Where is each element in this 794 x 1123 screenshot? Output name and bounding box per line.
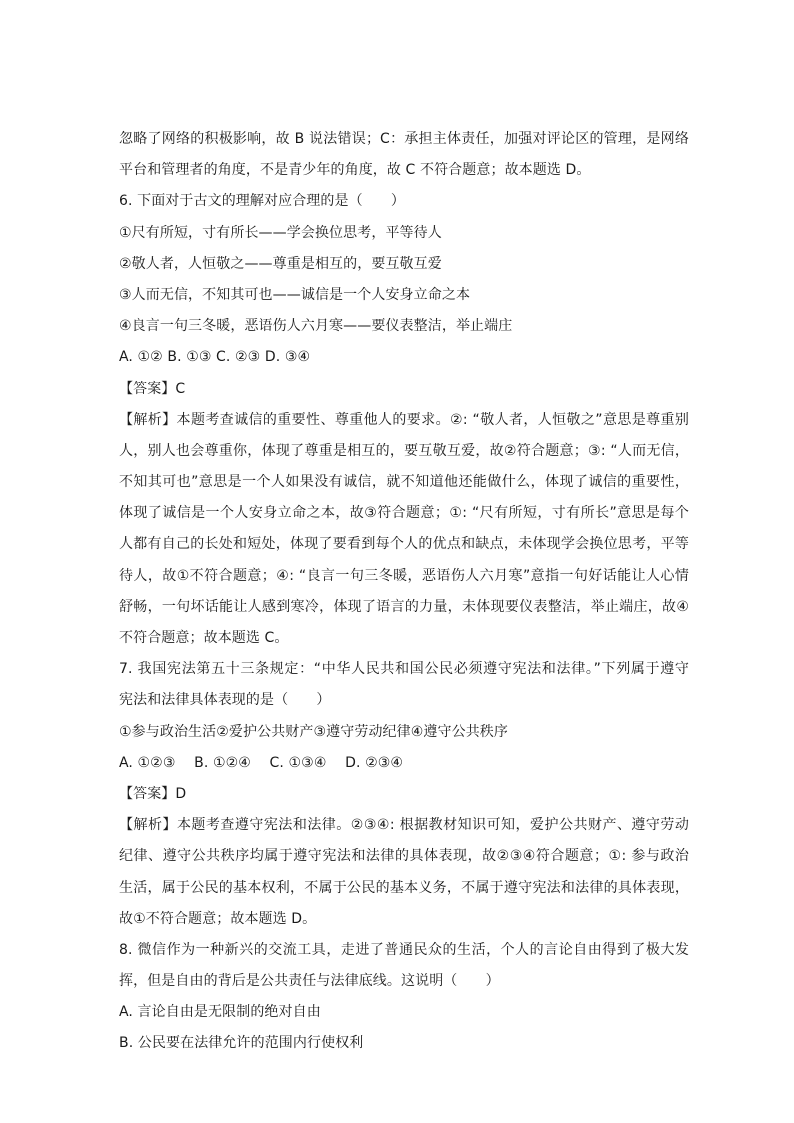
text-line: 平台和管理者的角度，不是青少年的角度，故 C 不符合题意；故本题选 D。	[119, 162, 591, 179]
question-7-analysis: 生活，属于公民的基本权利，不属于公民的基本义务，不属于遵守宪法和法律的具体表现，	[119, 879, 689, 896]
question-7-answer: 【答案】D	[119, 785, 187, 802]
question-7-analysis: 故①不符合题意；故本题选 D。	[119, 910, 317, 927]
question-6-analysis: 【解析】本题考查诚信的重要性、尊重他人的要求。②: “敬人者，人恒敬之”意思是尊重别	[119, 411, 689, 428]
question-6-analysis: 人，别人也会尊重你，体现了尊重是相互的，要互敬互爱，故②符合题意；③: “人而无信，	[119, 442, 689, 459]
question-6-item-2: ②敬人者，人恒敬之——尊重是相互的，要互敬互爱	[119, 255, 442, 272]
question-6-analysis: 体现了诚信是一个人安身立命之本，故③符合题意；①: “尺有所短，寸有所长”意思是每个	[119, 505, 689, 522]
question-7-analysis: 纪律、遵守公共秩序均属于遵守宪法和法律的具体表现，故②③④符合题意；①: 参与政治	[119, 848, 689, 865]
question-7-analysis: 【解析】本题考查遵守宪法和法律。②③④: 根据教材知识可知，爱护公共财产、遵守劳动	[119, 817, 689, 834]
question-6-item-3: ③人而无信，不知其可也——诚信是一个人安身立命之本	[119, 286, 471, 303]
question-6-analysis: 待人，故①不符合题意；④: “良言一句三冬暖，恶语伤人六月寒”意指一句好话能让人心情	[119, 567, 689, 584]
question-6-item-4: ④良言一句三冬暖，恶语伤人六月寒——要仪表整洁，举止端庄	[119, 318, 513, 335]
question-8-option-b: B. 公民要在法律允许的范围内行使权利	[119, 1035, 364, 1052]
page-content	[119, 124, 689, 1060]
question-6-item-1: ①尺有所短，寸有所长——学会换位思考，平等待人	[119, 224, 442, 241]
question-8-stem: 8. 微信作为一种新兴的交流工具，走进了普通民众的生活，个人的言论自由得到了极大发	[119, 941, 689, 958]
text-line: 忽略了网络的积极影响，故 B 说法错误；C：承担主体责任，加强对评论区的管理，是网络	[119, 131, 689, 147]
question-6-analysis: 不符合题意；故本题选 C。	[119, 630, 289, 646]
question-6-analysis: 舒畅，一句坏话能让人感到寒冷，体现了语言的力量，未体现要仪表整洁，举止端庄，故④	[119, 598, 689, 615]
question-7-stem: 宪法和法律具体表现的是（ ）	[119, 692, 331, 709]
question-7-items: ①参与政治生活②爱护公共财产③遵守劳动纪律④遵守公共秩序	[119, 723, 509, 740]
question-7-stem: 7. 我国宪法第五十三条规定：“中华人民共和国公民必须遵守宪法和法律。”下列属于遵守	[119, 661, 689, 678]
question-7-options: A. ①②③ B. ①②④ C. ①③④ D. ②③④	[119, 754, 404, 771]
question-6-analysis: 不知其可也”意思是一个人如果没有诚信，就不知道他还能做什么，体现了诚信的重要性，	[119, 474, 689, 491]
question-8-stem: 挥，但是自由的背后是公共责任与法律底线。这说明（ ）	[119, 973, 500, 990]
question-6-answer: 【答案】C	[119, 380, 186, 397]
question-8-option-a: A. 言论自由是无限制的绝对自由	[119, 1004, 321, 1021]
question-6-stem: 6. 下面对于古文的理解对应合理的是（ ）	[119, 193, 406, 210]
question-6-options: A. ①② B. ①③ C. ②③ D. ③④	[119, 349, 311, 366]
question-6-analysis: 人都有自己的长处和短处，体现了要看到每个人的优点和缺点，未体现学会换位思考，平等	[119, 536, 689, 553]
